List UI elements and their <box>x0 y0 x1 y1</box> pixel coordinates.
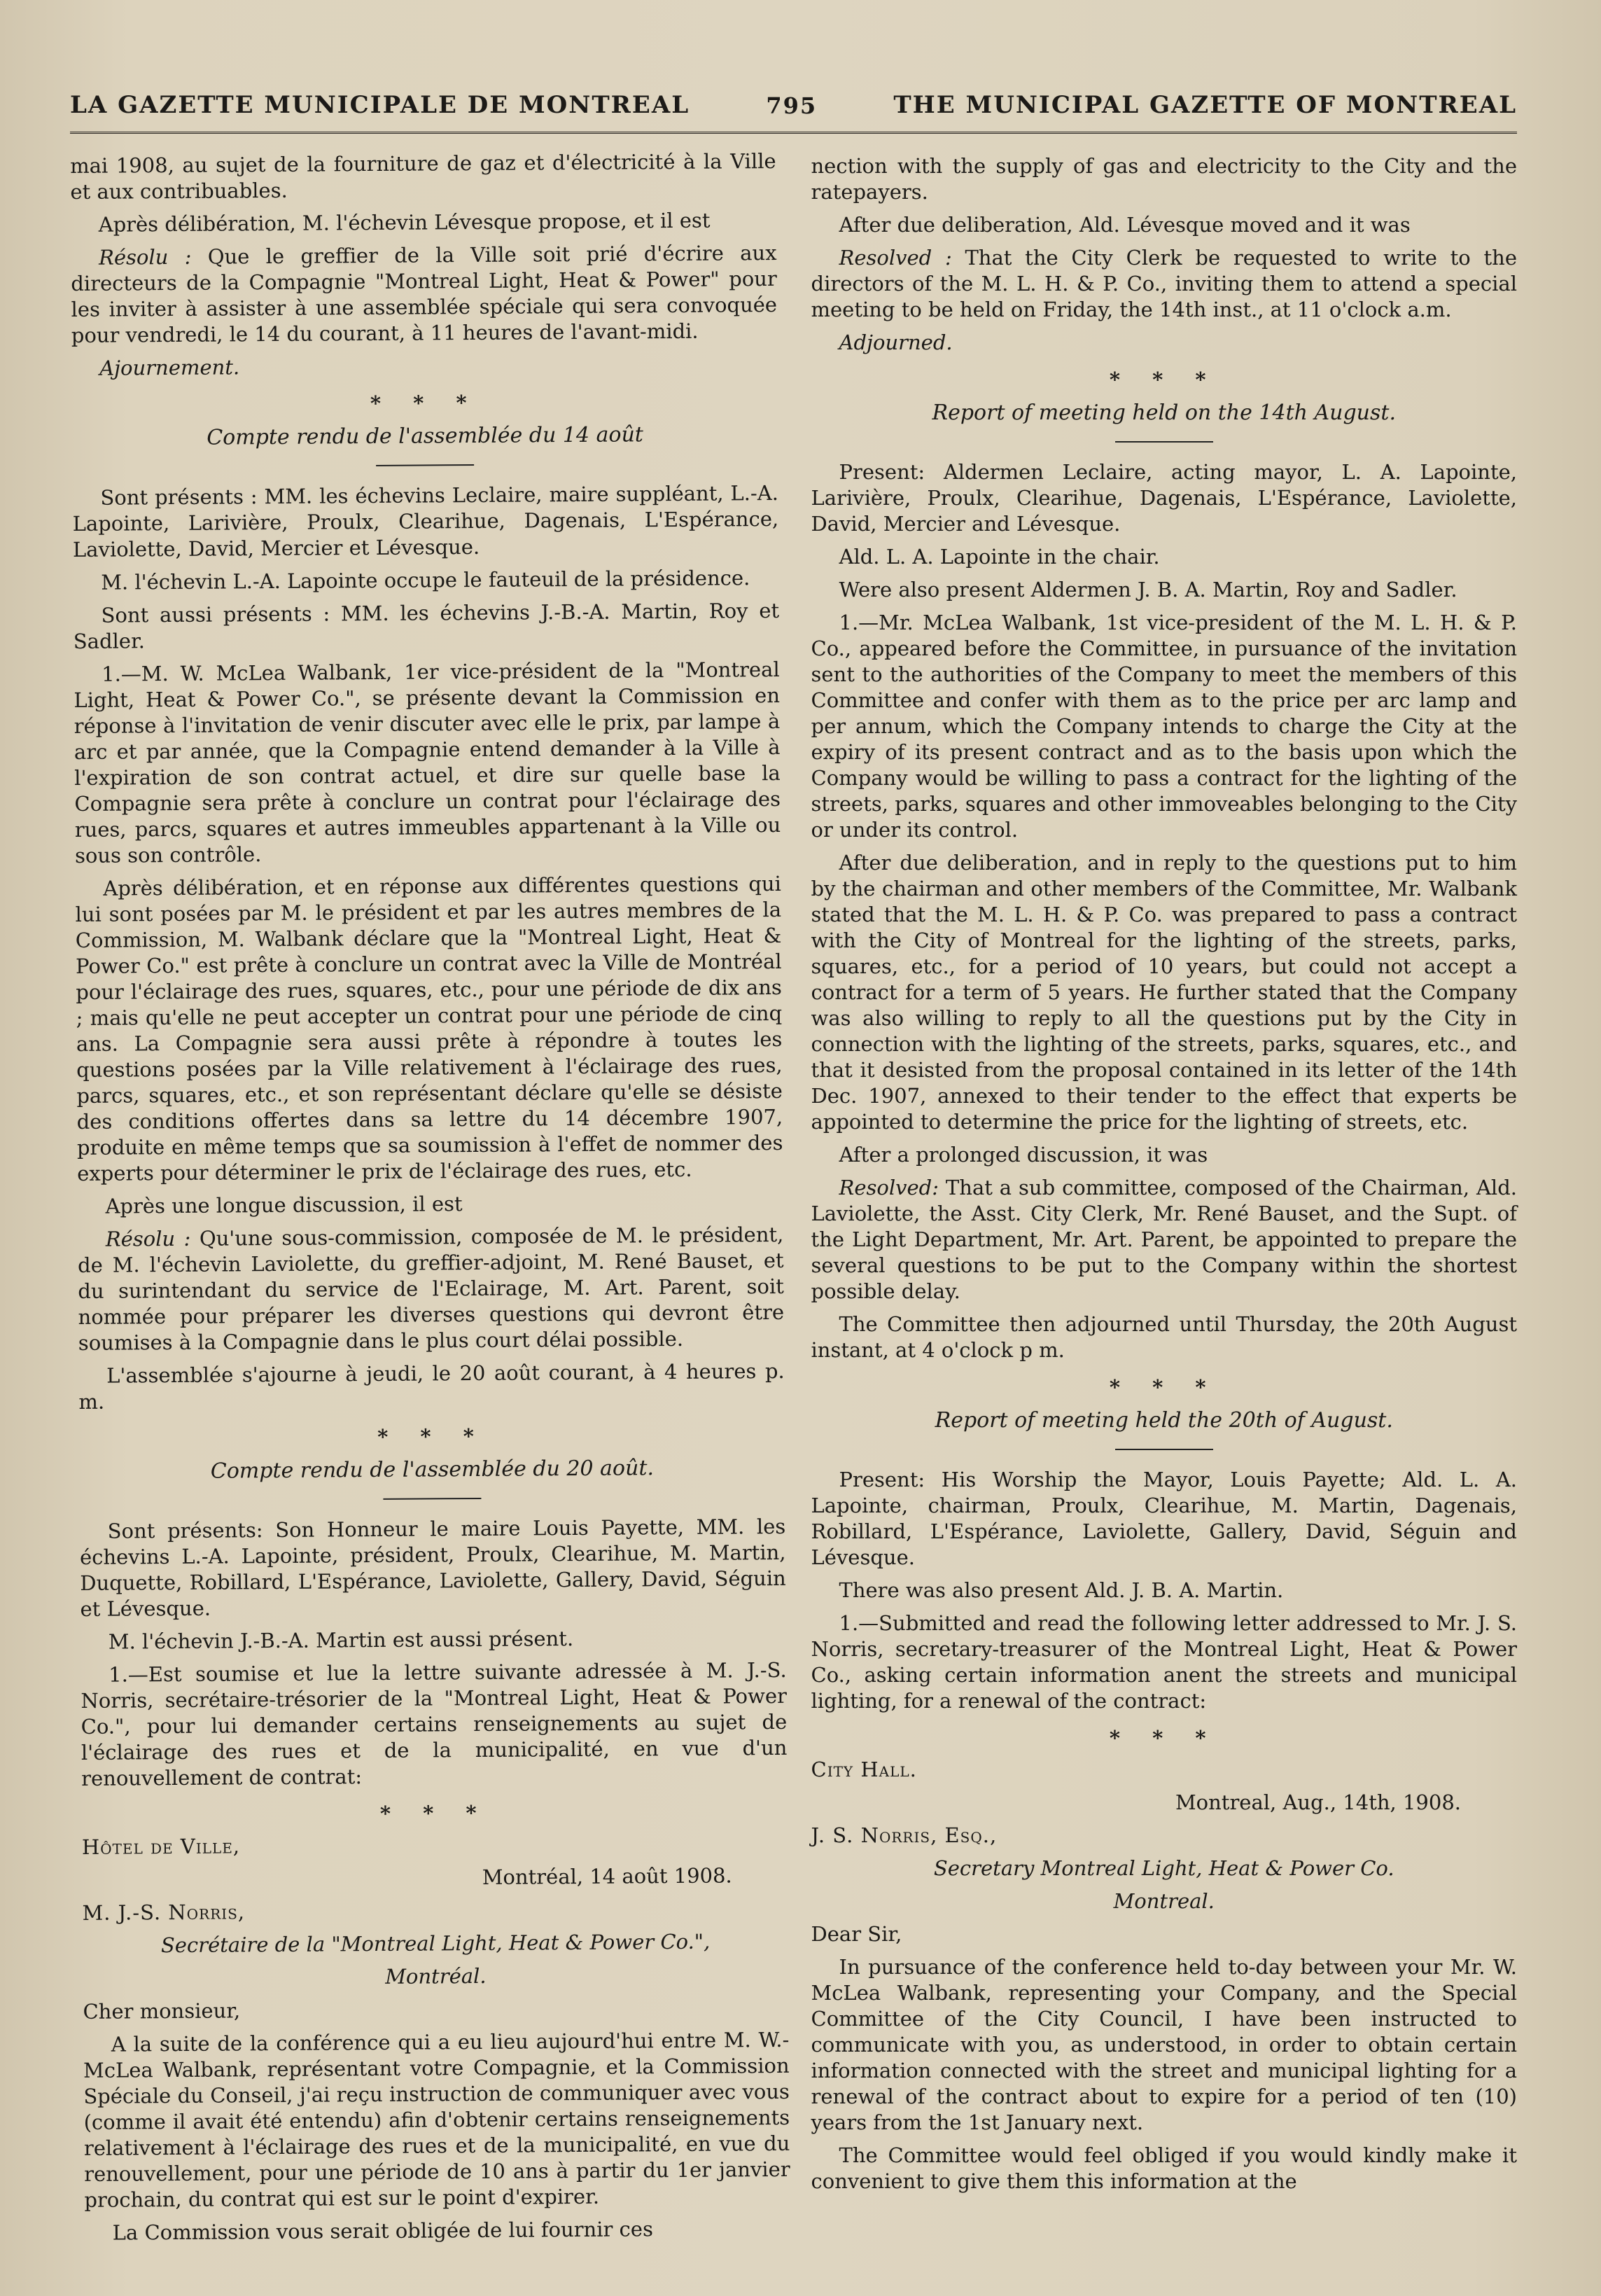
paragraph: 1.—Mr. McLea Walbank, 1st vice-president of the M. L. H. & P. Co., appeared before the Committee, in pursuance of the invitation sent to the authorities of the Company to meet the members of this Committee and confer with them as to the price per arc lamp and per annum, which the Company intends to charge the City at the expiry of its present contract and as to the basis upon which the Company would be willing to pass a contract for the lighting of the streets, parks, squares and other immoveables belonging to the City or under its control. <box>811 611 1517 842</box>
letter-addressee-title: Secretary Montreal Light, Heat & Power Co. <box>933 1856 1394 1880</box>
resolution-text: That the City Clerk be requested to write to the directors of the M. L. H. & P. Co., inviting them to attend a special meeting to be held on Friday, the 14th inst., at 11 o'clock a.m. <box>811 246 1517 321</box>
resolution <box>811 1175 1518 1304</box>
paragraph: Après délibération, M. l'échevin Lévesque propose, et il est <box>98 208 711 237</box>
page-number: 795 <box>766 92 818 119</box>
paragraph: After due deliberation, and in reply to the questions put to him by the chairman and other members of the Committee, Mr. Walbank stated that the M. L. H. & P. Co. was prepared to pass a contract with the City of Montreal for the lighting of the streets, parks, squares, etc., for a period of 10 years, but could not accept a contract for a term of 5 years. He further stated that the Company was also willing to reply to all the questions put by the City in connection with the lighting of the streets, parks, squares, etc., and that it desisted from the proposal contained in its letter of the 14th Dec. 1907, annexed to their tender to the effect that experts be appointed to determine the price for the lighting of streets, etc. <box>811 851 1517 1134</box>
paragraph: There was also present Ald. J. B. A. Martin. <box>839 1578 1284 1602</box>
resolution <box>71 240 778 349</box>
paragraph: nection with the supply of gas and electricity to the City and the ratepayers. <box>811 154 1517 204</box>
adjournment: Adjourned. <box>839 331 953 354</box>
section-separator: * * * <box>1109 1726 1219 1750</box>
section-separator: * * * <box>1109 368 1219 391</box>
letter-addressee: M. J.-S. Norris, <box>82 1900 246 1925</box>
resolution <box>78 1222 785 1356</box>
resolution-text: Que le greffier de la Ville soit prié d'écrire aux directeurs de la Compagnie "Montreal Light, Heat & Power" pour les inviter à assister à une assemblée spéciale qui sera convoquée pour vendredi, le 14 du courant, à 11 heures de l'avant-midi. <box>71 240 778 347</box>
adjournment: Ajournement. <box>99 355 240 380</box>
paragraph: Après délibération, et en réponse aux différentes questions qui lui sont posées par M. le président et par les autres membres de la Commission, M. Walbank déclare que la "Montreal Light, Heat & Power Co." est prête à conclure un contrat avec la Ville de Montréal pour l'éclairage des rues, squares, etc., pour une période de dix ans ; mais qu'elle ne peut accepter un contrat pour une période de cinq ans. La Compagnie sera aussi prête à répondre à toutes les questions posées par la Ville relativement à l'éclairage des rues, parcs, squares, etc., et son représentant déclare qu'elle se désiste des conditions offertes dans sa lettre du 14 décembre 1907, produite en même temps que sa soumission à l'effet de nommer des experts pour déterminer le prix de l'éclairage des rues, etc. <box>75 871 783 1185</box>
paragraph: 1.—Submitted and read the following letter addressed to Mr. J. S. Norris, secretary-treasurer of the Montreal Light, Heat & Power Co., asking certain information anent the streets and municipal lighting, for a renewal of the contract: <box>811 1611 1517 1713</box>
paragraph: After a prolonged discussion, it was <box>839 1143 1208 1167</box>
paragraph: Were also present Aldermen J. B. A. Martin, Roy and Sadler. <box>839 578 1457 601</box>
section-separator: * * * <box>370 390 480 416</box>
section-heading: Compte rendu de l'assemblée du 20 août. <box>210 1456 655 1484</box>
letter-city: Montréal. <box>385 1963 487 1989</box>
paragraph: Sont présents: Son Honneur le maire Louis Payette, MM. les échevins L.-A. Lapointe, président, Proulx, Clearihue, M. Martin, Duquette, Robillard, L'Espérance, Laviolette, Gallery, David, Séguin et Lévesque. <box>79 1514 786 1621</box>
letter-city: Montreal. <box>1113 1889 1215 1913</box>
letter-addressee-title: Secrétaire de la "Montreal Light, Heat & Power Co.", <box>160 1929 711 1958</box>
section-heading: Report of meeting held the 20th of August. <box>935 1408 1393 1433</box>
resolution-label: Resolved: <box>839 1176 939 1199</box>
paragraph: 1.—Est soumise et lue la lettre suivante adressée à M. J.-S. Norris, secrétaire-trésorier de la "Montreal Light, Heat & Power Co.", pour lui demander certains renseignements au sujet de l'éclairage des rues et de la municipalité, en vue d'un renouvellement de contrat: <box>81 1657 788 1790</box>
letter-salutation: Cher monsieur, <box>83 1998 241 2024</box>
letter-date: Montréal, 14 août 1908. <box>482 1863 732 1889</box>
two-column-body <box>70 148 1517 2253</box>
letter-date: Montreal, Aug., 14th, 1908. <box>1175 1790 1461 1814</box>
paragraph: Present: Aldermen Leclaire, acting mayor, L. A. Lapointe, Larivière, Proulx, Clearihue, Dagenais, L'Espérance, Laviolette, David, Mercier and Lévesque. <box>811 460 1517 536</box>
header-english-title: THE MUNICIPAL GAZETTE OF MONTREAL <box>893 91 1517 119</box>
letter-heading: City Hall. <box>811 1758 917 1781</box>
section-separator: * * * <box>1109 1375 1219 1399</box>
heading-rule <box>1115 441 1213 443</box>
letter-paragraph: The Committee would feel obliged if you would kindly make it convenient to give them this information at the <box>811 2143 1517 2193</box>
resolution-text: That a sub committee, composed of the Chairman, Ald. Laviolette, the Asst. City Clerk, Mr. René Bauset, and the Supt. of the Light Department, Mr. Art. Parent, be appointed to prepare the several questions to be put to the Company within the shortest possible delay. <box>811 1176 1517 1303</box>
heading-rule <box>376 464 474 466</box>
paragraph: Après une longue discussion, il est <box>105 1192 463 1218</box>
section-separator: * * * <box>377 1424 487 1449</box>
resolution-label: Résolu : <box>105 1226 191 1251</box>
paragraph: L'assemblée s'ajourne à jeudi, le 20 août courant, à 4 heures p. m. <box>78 1358 785 1414</box>
paragraph: After due deliberation, Ald. Lévesque moved and it was <box>839 213 1411 237</box>
paragraph: Present: His Worship the Mayor, Louis Payette; Ald. L. A. Lapointe, chairman, Proulx, Clearihue, M. Martin, Dagenais, Robillard, L'Espérance, Laviolette, Gallery, David, Séguin and Lévesque. <box>811 1468 1517 1569</box>
letter-addressee: J. S. Norris, Esq., <box>811 1823 998 1847</box>
paragraph: Ald. L. A. Lapointe in the chair. <box>839 545 1160 569</box>
letter-heading: Hôtel de Ville, <box>81 1834 241 1859</box>
resolution <box>811 245 1518 323</box>
section-separator: * * * <box>379 1800 489 1825</box>
paragraph: 1.—M. W. McLea Walbank, 1er vice-président de la "Montreal Light, Heat & Power Co.", se présente devant la Commission en réponse à l'invitation de venir discuter avec elle le prix, par lampe à arc et par année, que la Compagnie entend demander à la Ville à l'expiration de son contrat actuel, et dire sur quelle base la Compagnie sera prête à conclure un contrat pour l'éclairage des rues, parcs, squares et autres immeubles appartenant à la Ville ou sous son contrôle. <box>74 657 781 868</box>
section-heading: Report of meeting held on the 14th August. <box>932 401 1396 425</box>
header-french-title: LA GAZETTE MUNICIPALE DE MONTREAL <box>70 91 690 119</box>
letter-paragraph: A la suite de la conférence qui a eu lieu aujourd'hui entre M. W.-McLea Walbank, représentant votre Compagnie, et la Commission Spéciale du Conseil, j'ai reçu instruction de communiquer avec vous (comme il avait été entendu) afin d'obtenir certains renseignements relativement à l'éclairage des rues et de la municipalité, en vue du renouvellement, pour une période de 10 ans à partir du 1er janvier prochain, du contrat qui est sur le point d'expirer. <box>83 2027 790 2212</box>
paragraph: M. l'échevin J.-B.-A. Martin est aussi présent. <box>108 1627 574 1654</box>
resolution-label: Résolu : <box>98 244 192 270</box>
page-header <box>70 91 1517 134</box>
heading-rule <box>384 1498 482 1500</box>
paragraph: Sont présents : MM. les échevins Leclaire, maire suppléant, L.-A. Lapointe, Larivière, Proulx, Clearihue, Dagenais, L'Espérance, Laviolette, David, Mercier et Lévesque. <box>72 480 779 562</box>
resolution-label: Resolved : <box>839 246 952 270</box>
letter-paragraph: In pursuance of the conference held to-day between your Mr. W. McLea Walbank, representing your Company, and the Special Committee of the City Council, I have been instructed to communicate with you, as understood, in order to obtain certain information connected with the street and municipal lighting for a renewal of the contract about to expire for a period of ten (10) years from the 1st January next. <box>811 1955 1517 2134</box>
english-column <box>811 153 1518 2253</box>
paragraph: M. l'échevin L.-A. Lapointe occupe le fauteuil de la présidence. <box>101 566 750 594</box>
paragraph: Sont aussi présents : MM. les échevins J.-B.-A. Martin, Roy et Sadler. <box>73 598 780 653</box>
resolution-text: Qu'une sous-commission, composée de M. le président, de M. l'échevin Laviolette, du greffier-adjoint, M. René Bauset, et du surintendant du service de l'Eclairage, M. Art. Parent, soit nommée pour préparer les diverses questions qui devront être soumises à la Compagnie dans le plus court délai possible. <box>77 1222 785 1355</box>
letter-paragraph: La Commission vous serait obligée de lui fournir ces <box>112 2217 654 2245</box>
paragraph: mai 1908, au sujet de la fourniture de gaz et d'électricité à la Ville et aux contribuables. <box>70 148 776 204</box>
paragraph: The Committee then adjourned until Thursday, the 20th August instant, at 4 o'clock p m. <box>811 1312 1517 1362</box>
french-column <box>70 148 790 2253</box>
heading-rule <box>1115 1449 1213 1450</box>
letter-salutation: Dear Sir, <box>811 1922 902 1946</box>
section-heading: Compte rendu de l'assemblée du 14 août <box>207 422 644 450</box>
